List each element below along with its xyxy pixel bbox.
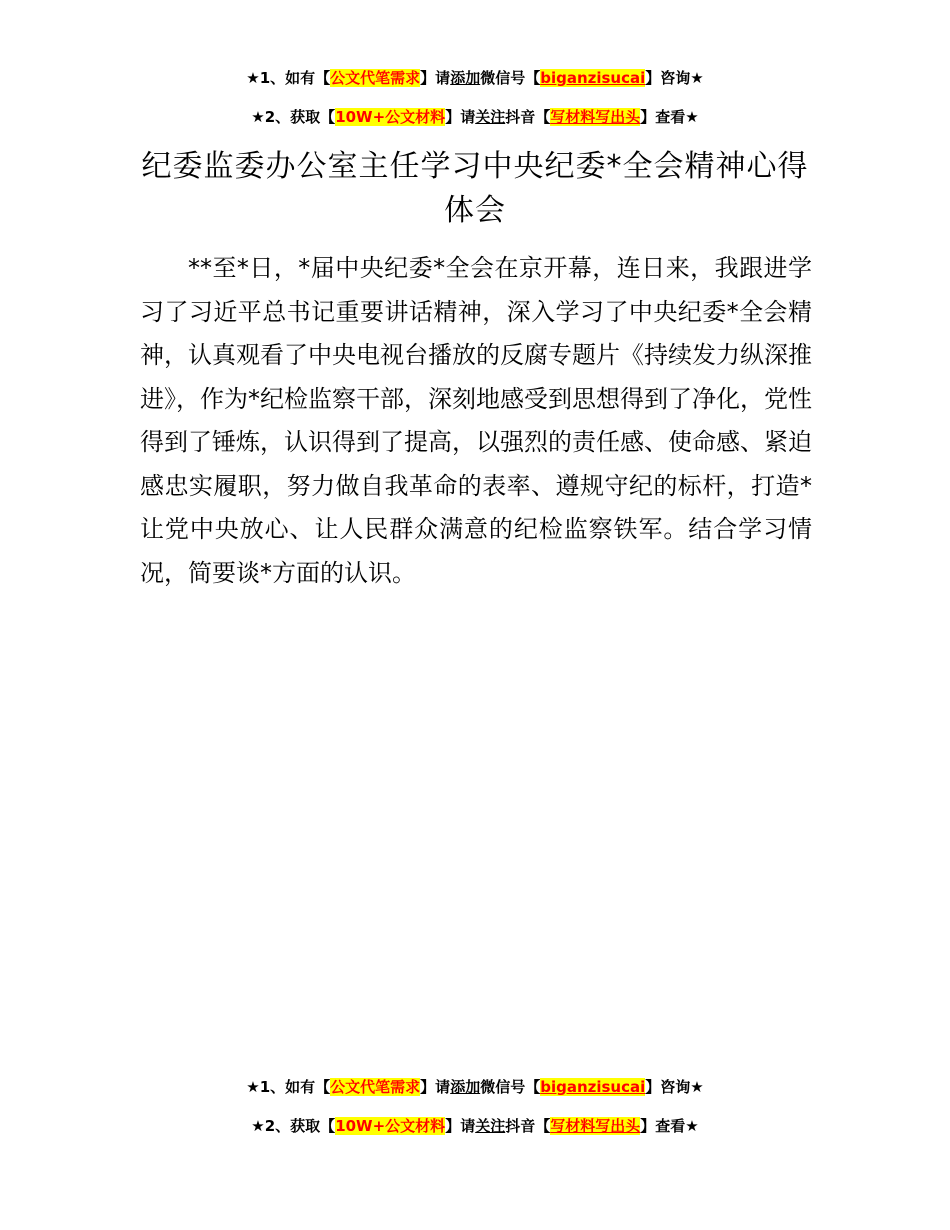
promo-text: 】请 <box>420 69 451 87</box>
promo-text: 抖音【 <box>505 108 551 126</box>
promo-highlight-materials: 10W+公文材料 <box>335 108 446 126</box>
promo-text: 】请 <box>445 108 476 126</box>
promo-prefix: ★2、获取【 <box>251 1117 336 1135</box>
promo-highlight-douyin-id: 写材料写出头 <box>550 1117 641 1135</box>
promo-suffix: 】查看★ <box>640 1117 699 1135</box>
promo-suffix: 】咨询★ <box>645 1078 704 1096</box>
document-title: 纪委监委办公室主任学习中央纪委*全会精神心得体会 <box>141 149 809 228</box>
promo-highlight-douyin-id: 写材料写出头 <box>550 108 641 126</box>
promo-prefix: ★1、如有【 <box>246 1078 331 1096</box>
promo-prefix: ★2、获取【 <box>251 108 336 126</box>
promo-line-top-2 <box>0 106 950 128</box>
body-paragraph: **至*日，*届中央纪委*全会在京开幕，连日来，我跟进学习了习近平总书记重要讲话精神，深入学习了中央纪委*全会精神，认真观看了中央电视台播放的反腐专题片《持续发力纵深推进》，作为*纪检监察干部，深刻地感受到思想得到了净化，党性得到了锤炼，认识得到了提高，以强烈的责任感、使命感、紧迫感忠实履职，努力做自我革命的表率、遵规守纪的标杆，打造*让党中央放心、让人民群众满意的纪检监察铁军。结合学习情况，简要谈*方面的认识。 <box>140 254 812 587</box>
promo-text: 】请 <box>420 1078 451 1096</box>
promo-text: 】请 <box>445 1117 476 1135</box>
promo-emphasis-follow: 关注 <box>475 108 506 126</box>
promo-suffix: 】咨询★ <box>645 69 704 87</box>
promo-highlight-materials: 10W+公文材料 <box>335 1117 446 1135</box>
promo-line-top-1 <box>0 67 950 89</box>
promo-prefix: ★1、如有【 <box>246 69 331 87</box>
promo-emphasis-add: 添加 <box>450 69 481 87</box>
promo-text: 抖音【 <box>505 1117 551 1135</box>
promo-highlight-service: 公文代笔需求 <box>330 69 421 87</box>
promo-highlight-wechat-id: biganzisucai <box>540 1078 646 1096</box>
promo-highlight-service: 公文代笔需求 <box>330 1078 421 1096</box>
promo-suffix: 】查看★ <box>640 108 699 126</box>
promo-line-bottom-2 <box>0 1115 950 1137</box>
promo-line-bottom-1 <box>0 1076 950 1098</box>
promo-text: 微信号【 <box>480 1078 541 1096</box>
promo-emphasis-follow: 关注 <box>475 1117 506 1135</box>
promo-highlight-wechat-id: biganzisucai <box>540 69 646 87</box>
promo-text: 微信号【 <box>480 69 541 87</box>
promo-emphasis-add: 添加 <box>450 1078 481 1096</box>
